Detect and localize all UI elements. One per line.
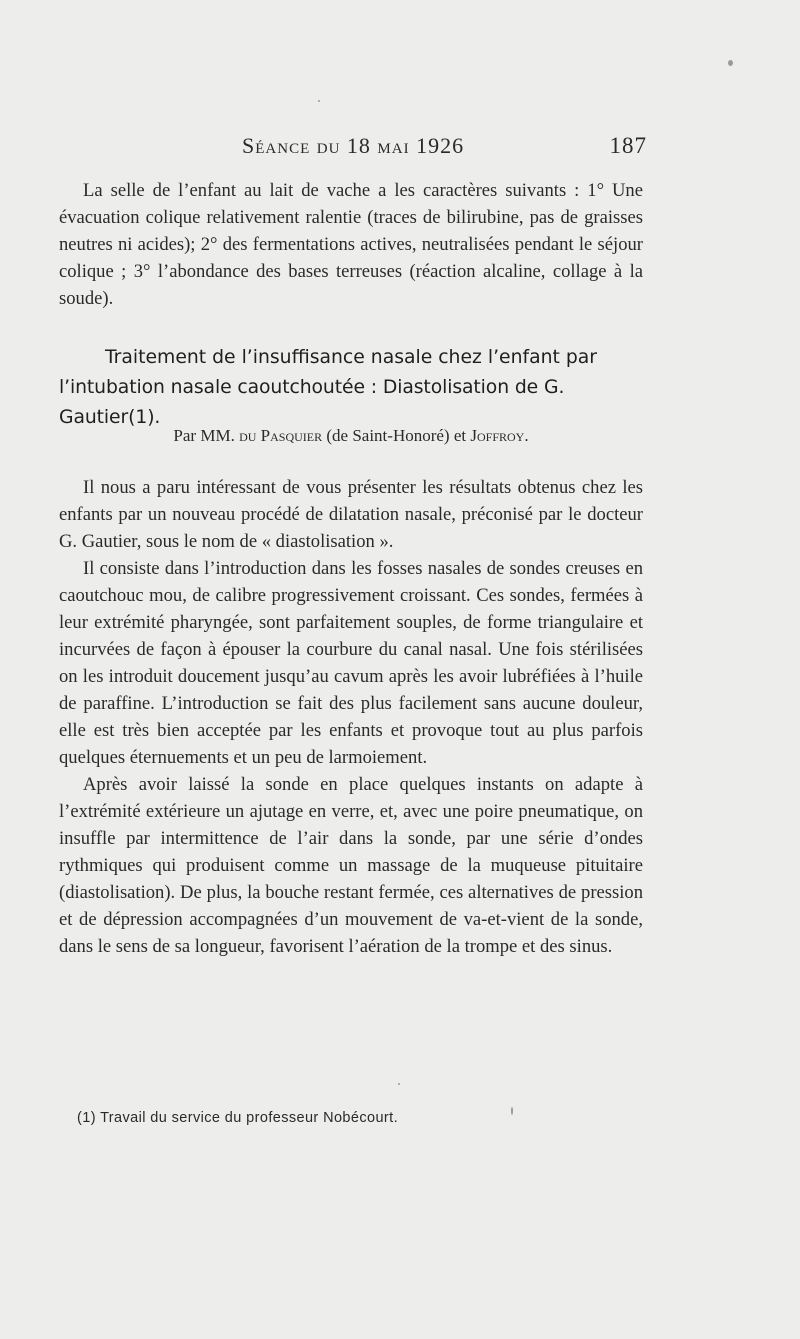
running-head-title: Séance du 18 mai 1926 [242,133,465,158]
paper-speck [728,60,733,66]
paper-speck [318,100,320,102]
running-head [242,133,647,163]
article-body [59,474,643,960]
paper-speck [398,1083,400,1085]
article-title-line: l’intubation nasale caoutchoutée : Diastolisation de G. Gautier(1). [59,377,565,428]
footnote: (1) Travail du service du professeur Nobécourt. [77,1110,399,1126]
paragraph: La selle de l’enfant au lait de vache a les caractères suivants : 1° Une évacuation colique relativement ralentie (traces de bilirubine, pas de graisses neutres ni acides); 2° des fermentations actives, neutralisées pendant le séjour colique ; 3° l’abondance des bases terreuses (réaction alcaline, collage à la soude). [59,180,643,309]
authors-line: Par MM. du Pasquier (de Saint-Honoré) et Joffroy. [173,426,529,445]
author-name: du Pasquier [239,426,323,445]
intro-paragraph [59,177,643,312]
author-name: Joffroy [470,426,525,445]
paper-speck [511,1107,513,1115]
page-number: 187 [609,133,647,158]
article-title [59,343,643,433]
paragraph: Il nous a paru intéressant de vous présenter les résultats obtenus chez les enfants par un nouveau procédé de dilatation nasale, préconisé par le docteur G. Gautier, sous le nom de « diastolisation ». [59,477,643,552]
paragraph: Après avoir laissé la sonde en place quelques instants on adapte à l’extrémité extérieure un ajutage en verre, et, avec une poire pneumatique, on insuffle par intermittence de l’air dans la sonde, par une série d’ondes rythmiques qui produisent comme un massage de la muqueuse pituitaire (diastolisation). De plus, la bouche restant fermée, ces alternatives de pression et de dépression accompagnées d’un mouvement de va-et-vient de la sonde, dans le sens de sa longueur, favorisent l’aération de la trompe et des sinus. [59,774,643,957]
paragraph: Il consiste dans l’introduction dans les fosses nasales de sondes creuses en caoutchouc mou, de calibre progressivement croissant. Ces sondes, fermées à leur extrémité pharyngée, sont parfaitement souples, de forme triangulaire et incurvées de façon à épouser la courbure du canal nasal. Une fois stérilisées on les introduit doucement jusqu’au cavum après les avoir lubréfiées à l’huile de paraffine. L’introduction se fait des plus facilement sans aucune douleur, elle est très bien acceptée par les enfants et provoque tout au plus parfois quelques éternuements et un peu de larmoiement. [59,558,643,768]
article-title-line: Traitement de l’insuffisance nasale chez l’enfant par [104,347,598,368]
